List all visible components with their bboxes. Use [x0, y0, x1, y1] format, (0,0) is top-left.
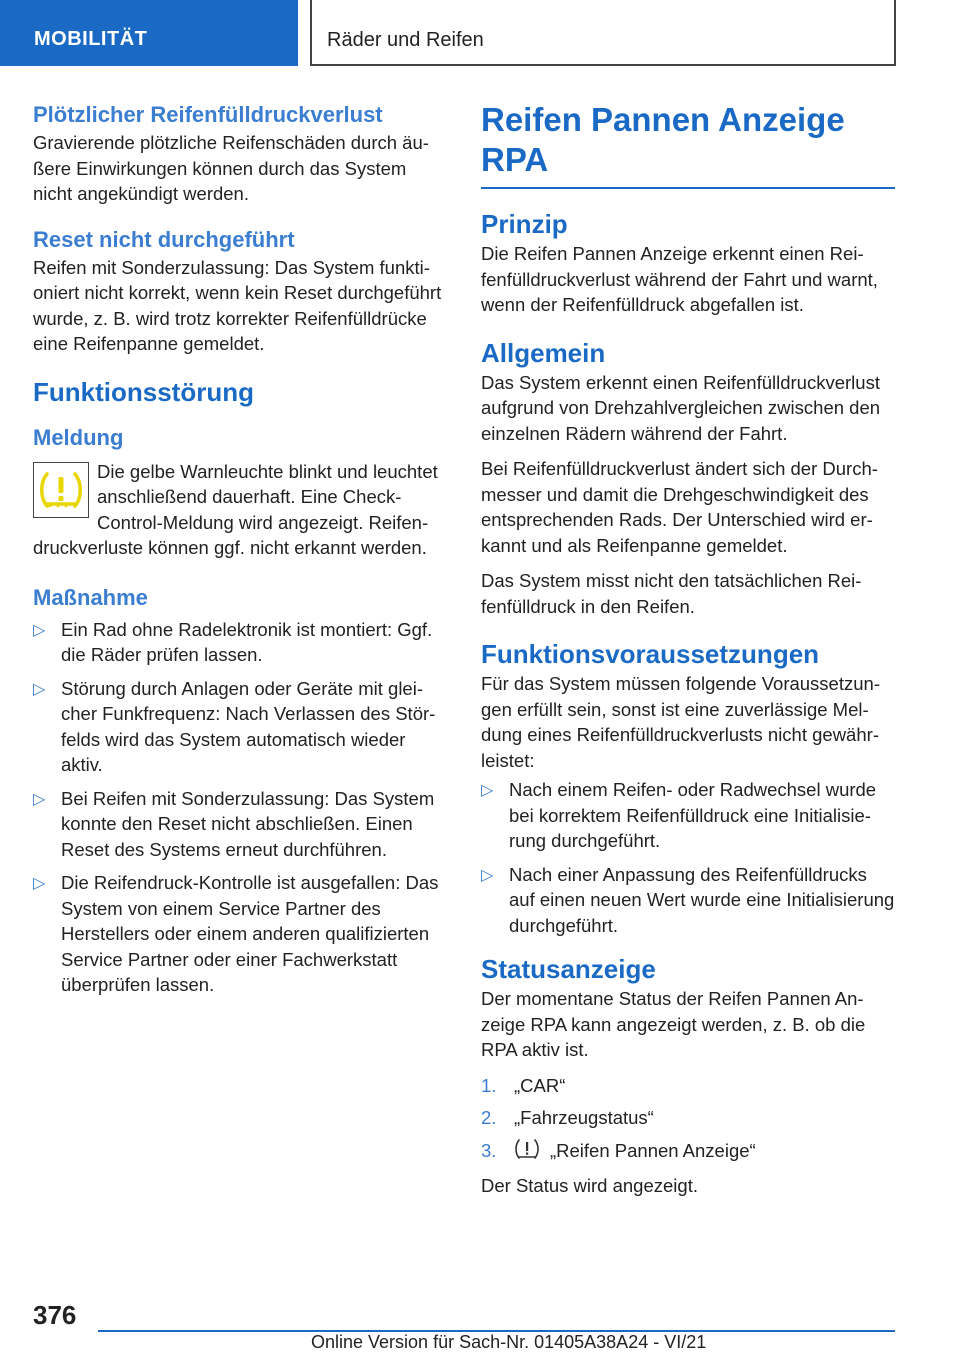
heading-sudden-loss: Plötzlicher Reifenfülldruckverlust: [33, 102, 383, 127]
text-general-1: Das System erkennt einen Reifenfülldruckverlust aufgrund von Drehzahlvergleichen zwischen den einzelnen Rädern während der Fahrt.: [481, 371, 881, 444]
heading-requirements: Funktionsvoraussetzungen: [481, 639, 820, 669]
measures-list: [33, 617, 447, 998]
text-requirements: Für das System müssen folgende Voraussetzungen erfüllt sein, sonst ist eine zuverlässige Meldung eines Reifenfülldruckverlusts nicht gewährleistet:: [481, 673, 880, 771]
text-message: Die gelbe Warnleuchte blinkt und leuchtet anschließend dauerhaft. Eine Check-Control-Meldung wird angezeigt. Reifendruckverluste können ggf. nicht erkannt werden.: [33, 460, 438, 558]
heading-measure: Maßnahme: [33, 584, 148, 610]
heading-malfunction: Funktionsstörung: [33, 376, 254, 407]
title-divider: [481, 187, 895, 189]
heading-reset: Reset nicht durchgeführt: [33, 226, 295, 252]
text-status: Der momentane Status der Reifen Pannen Anzeige RPA kann angezeigt werden, z. B. ob die RPA aktiv ist.: [481, 988, 866, 1060]
left-column: [33, 100, 447, 1006]
page-header: [0, 0, 960, 66]
list-item: ▷ Nach einem Reifen- oder Radwechsel wurde bei korrektem Reifenfülldruck eine Initialisierung durchgeführt.: [481, 779, 877, 851]
section-tab: [0, 0, 298, 66]
text-sudden-loss: Gravierende plötzliche Reifenschäden durch äußere Einwirkungen können durch das System nicht angekündigt werden.: [33, 132, 429, 204]
section-label: MOBILITÄT: [34, 28, 148, 50]
list-item: ▷ Störung durch Anlagen oder Geräte mit gleicher Funkfrequenz: Nach Verlassen des Störfelds wird das System automatisch wieder aktiv.: [33, 677, 436, 775]
requirements-list: [481, 777, 895, 938]
online-version-text: Online Version für Sach-Nr. 01405A38A24 - VI/21: [311, 1332, 707, 1352]
list-item: 2. „Fahrzeugstatus“: [481, 1107, 654, 1128]
text-general-2: Bei Reifenfülldruckverlust ändert sich der Durchmesser und damit die Drehgeschwindigkeit des entsprechenden Rads. Der Unterschied wird erkannt und als Reifenpanne gemeldet.: [481, 458, 878, 556]
bullet-triangle-icon: ▷: [33, 621, 46, 639]
text-reset: Reifen mit Sonderzulassung: Das System funktioniert nicht korrekt, wenn kein Reset durchgeführt wurde, z. B. wird trotz korrekter Reifenfülldrücke eine Reifenpanne gemeldet.: [33, 256, 442, 354]
message-block: [33, 459, 447, 561]
bullet-triangle-icon: ▷: [33, 790, 46, 808]
page-title: Reifen Pannen Anzeige RPA: [481, 101, 845, 178]
list-item: 3. „Reifen Pannen Anzeige“: [481, 1138, 895, 1167]
text-general-3: Das System misst nicht den tatsächlichen Reifenfülldruck in den Reifen.: [481, 570, 862, 617]
list-item: 1. „CAR“: [481, 1074, 566, 1096]
heading-status: Statusanzeige: [481, 954, 656, 984]
tire-pressure-warning-icon: [33, 462, 89, 518]
text-principle: Die Reifen Pannen Anzeige erkennt einen Reifenfülldruckverlust während der Fahrt und warnt, wenn der Reifenfülldruck abgefallen ist.: [481, 243, 878, 315]
heading-message: Meldung: [33, 424, 124, 450]
page-number: 376: [33, 1300, 77, 1330]
list-item: ▷ Bei Reifen mit Sonderzulassung: Das System konnte den Reset nicht abschließen. Einen Reset des Systems erneut durchführen.: [33, 787, 435, 860]
chapter-box: [310, 0, 896, 66]
tire-pressure-icon: [514, 1138, 540, 1167]
bullet-triangle-icon: ▷: [33, 680, 46, 698]
steps-list: [481, 1073, 895, 1167]
right-column: [481, 100, 895, 1199]
list-item: ▷ Die Reifendruck-Kontrolle ist ausgefallen: Das System von einem Service Partner des Herstellers oder einem anderen qualifizierten Service Partner oder einer Fachwerkstatt überprüfen lassen.: [33, 872, 439, 995]
chapter-label: Räder und Reifen: [327, 29, 484, 51]
text-result: Der Status wird angezeigt.: [481, 1175, 698, 1196]
bullet-triangle-icon: ▷: [481, 866, 494, 884]
bullet-triangle-icon: ▷: [481, 782, 494, 799]
heading-general: Allgemein: [481, 337, 606, 368]
heading-principle: Prinzip: [481, 209, 568, 239]
list-item: ▷ Ein Rad ohne Radelektronik ist montiert: Ggf. die Räder prüfen lassen.: [33, 618, 433, 665]
list-item: ▷ Nach einer Anpassung des Reifenfülldrucks auf einen neuen Wert wurde eine Initialisierung durchgeführt.: [481, 863, 895, 936]
bullet-triangle-icon: ▷: [33, 875, 46, 892]
